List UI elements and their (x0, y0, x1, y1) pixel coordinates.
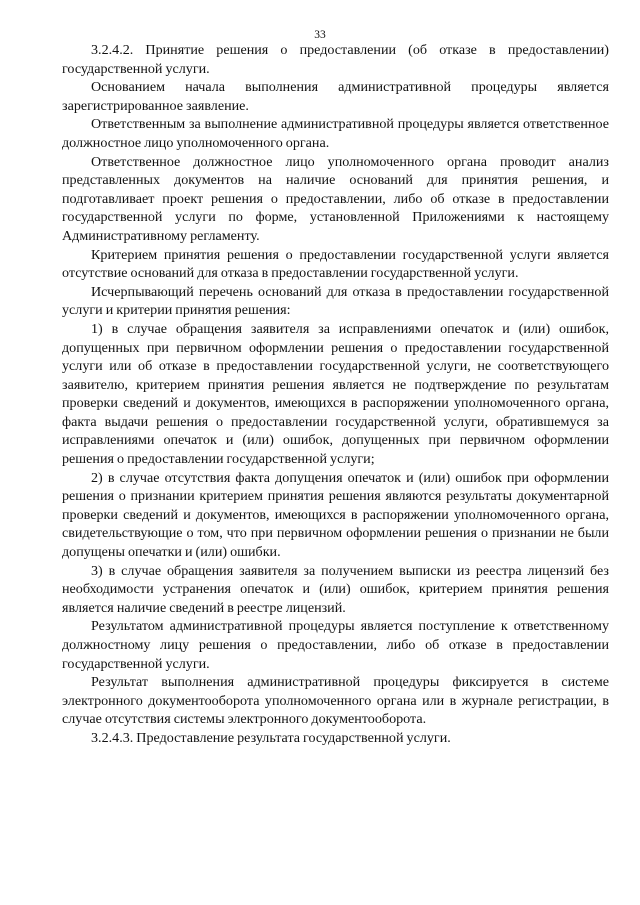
list-item-3: 3) в случае обращения заявителя за получением выписки из реестра лицензий без необходимости устранения опечаток и (или) ошибок, критерием принятия решения является наличие сведений в реестре лицензий. (62, 562, 609, 616)
list-item-1: 1) в случае обращения заявителя за исправлениями опечаток и (или) ошибок, допущенных при первичном оформлении решения о предоставлении государственной услуги или об отказе в предоставлении государственной услуги, не соответствующего заявителю, критерием принятия решения является не подтверждение по результатам проверки сведений и документов, имеющихся в распоряжении уполномоченного органа, факта выдачи решения о предоставлении государственной услуги, обратившемуся за исправлениями опечаток и (или) ошибок, допущенных при первичном оформлении решения о предоставлении государственной услуги; (62, 320, 609, 468)
paragraph-refusal-list: Исчерпывающий перечень оснований для отказа в предоставлении государственной услуги и критерии принятия решения: (62, 283, 609, 319)
paragraph-responsible: Ответственным за выполнение административной процедуры является ответственное должностное лицо уполномоченного органа. (62, 116, 609, 151)
document-body (62, 41, 609, 748)
paragraph-result: Результатом административной процедуры является поступление к ответственному должностному лицу решения о предоставлении, либо об отказе в предоставлении государственной услуги. (62, 618, 609, 672)
section-heading-3-2-4-3: 3.2.4.3. Предоставление результата государственной услуги. (91, 729, 451, 746)
paragraph-basis: Основанием начала выполнения административной процедуры является зарегистрированное заявление. (62, 79, 609, 114)
paragraph-criterion: Критерием принятия решения о предоставлении государственной услуги является отсутствие оснований для отказа в предоставлении государственной услуги. (62, 246, 609, 282)
paragraph-result-recording: Результат выполнения административной процедуры фиксируется в системе электронного документооборота уполномоченного органа или в журнале регистрации, в случае отсутствия системы электронного документооборота. (62, 674, 609, 728)
paragraph-analysis: Ответственное должностное лицо уполномоченного органа проводит анализ представленных документов на наличие оснований для принятия решения, и подготавливает проект решения о предоставлении, либо об отказе в предоставлении государственной услуги по форме, установленной Приложениями к настоящему Административному регламенту. (62, 153, 609, 244)
section-heading-3-2-4-2: 3.2.4.2. Принятие решения о предоставлении (об отказе в предоставлении) государственной услуги. (62, 42, 609, 77)
list-item-2: 2) в случае отсутствия факта допущения опечаток и (или) ошибок при оформлении решения о признании критерием принятия решения являются результаты документарной проверки сведений и документов, имеющихся в распоряжении уполномоченного органа, свидетельствующие о том, что при первичном оформлении решения о признании не были допущены опечатки и (или) ошибки. (62, 469, 609, 561)
page-number: 33 (314, 29, 326, 41)
